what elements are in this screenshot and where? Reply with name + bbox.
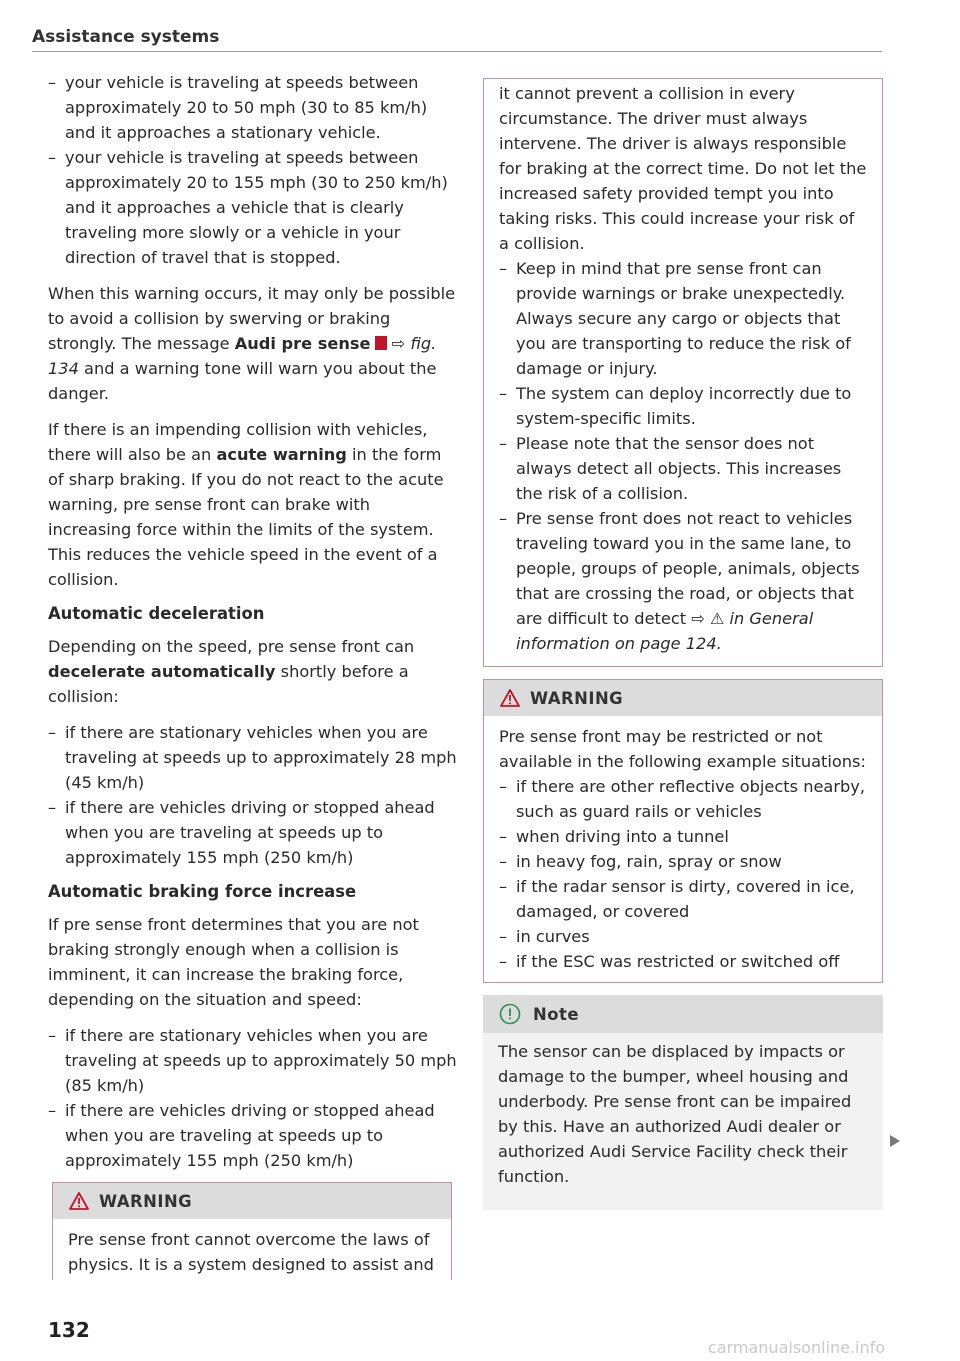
right-column — [483, 78, 883, 1210]
warning-body — [53, 1219, 451, 1285]
continued-arrow-icon — [890, 1135, 900, 1147]
note-box — [483, 995, 883, 1210]
list-item: – in heavy fog, rain, spray or snow — [499, 849, 867, 874]
warning-box-left — [52, 1182, 452, 1280]
warning-text: Pre sense front cannot overcome the laws of physics. It is a system designed to assist and — [68, 1230, 434, 1274]
message-name: Audi pre sense — [234, 334, 371, 353]
decelerate-term: decelerate automatically — [48, 662, 276, 681]
cross-reference: ⇨ ⚠ in General information on page 124. — [516, 609, 814, 653]
warning-body — [484, 716, 882, 982]
text: When this warning occurs, it may only be possible to avoid a collision by swerving or braking strongly. The message — [48, 284, 456, 353]
list-item: – if there are stationary vehicles when you are traveling at speeds up to approximately 28 mph (45 km/h) — [48, 720, 458, 795]
text: and a warning tone will warn you about the danger. — [48, 359, 437, 403]
list-item: – The system can deploy incorrectly due to system-specific limits. — [499, 381, 867, 431]
warning-intro: Pre sense front may be restricted or not available in the following example situations: — [499, 727, 866, 771]
warning-box-right — [483, 679, 883, 983]
list-item: – in curves — [499, 924, 867, 949]
page-header — [32, 24, 882, 52]
list-item: – if there are stationary vehicles when you are traveling at speeds up to approximately 50 mph (85 km/h) — [48, 1023, 458, 1098]
list-item: – if there are other reflective objects nearby, such as guard rails or vehicles — [499, 774, 867, 824]
note-text: The sensor can be displaced by impacts or damage to the bumper, wheel housing and underbody. Pre sense front can be impaired by this. Have an authorized Audi dealer or authorized Audi Service Facility check their function. — [498, 1042, 852, 1186]
text: Pre sense front does not react to vehicles traveling toward you in the same lane, to people, groups of people, animals, objects that are crossing the road, or objects that are difficult to detect — [516, 509, 860, 628]
text: shortly before a collision: — [48, 662, 409, 706]
list-item: – Please note that the sensor does not always detect all objects. This increases the risk of a collision. — [499, 431, 867, 506]
page-number: 132 — [48, 1318, 90, 1342]
text: in the form of sharp braking. If you do not react to the acute warning, pre sense front can brake with increasing force within the limits of the system. This reduces the vehicle speed in the event of a collision. — [48, 445, 444, 589]
section-title: Assistance systems — [32, 27, 220, 47]
heading-automatic-deceleration: Automatic deceleration — [48, 604, 265, 623]
continuation-text: it cannot prevent a collision in every circumstance. The driver must always intervene. The driver is always responsible for braking at the correct time. Do not let the increased safety provided tempt you into taking risks. This could increase your risk of a collision. — [499, 84, 867, 253]
list-item: – when driving into a tunnel — [499, 824, 867, 849]
watermark: carmanualsonline.info — [708, 1338, 886, 1357]
figure-reference: ⇨ fig. 134 — [48, 334, 437, 378]
text: If there is an impending collision with vehicles, there will also be an — [48, 420, 428, 464]
note-body — [483, 1033, 883, 1210]
list-item: – if there are vehicles driving or stopped ahead when you are traveling at speeds up to approximately 155 mph (250 km/h) — [48, 795, 458, 870]
warning-triangle-icon — [500, 689, 520, 707]
warning-title: WARNING — [530, 688, 624, 708]
list-item: – if the radar sensor is dirty, covered in ice, damaged, or covered — [499, 874, 867, 924]
paragraph-acute-warning — [48, 417, 458, 592]
info-circle-icon — [499, 1003, 521, 1025]
text: Depending on the speed, pre sense front can — [48, 637, 415, 656]
warning-title: WARNING — [99, 1191, 193, 1211]
list-item: – if the ESC was restricted or switched off — [499, 949, 867, 974]
paragraph-braking: If pre sense front determines that you are not braking strongly enough when a collision is imminent, it can increase the braking force, depending on the situation and speed: — [48, 915, 419, 1009]
warning-header — [484, 680, 882, 716]
paragraph-warning-message — [48, 281, 458, 406]
note-title: Note — [533, 1004, 579, 1024]
list-item: – your vehicle is traveling at speeds between approximately 20 to 155 mph (30 to 250 km/h) and it approaches a vehicle that is clearly traveling more slowly or a vehicle in your direction of travel that is stopped. — [48, 145, 458, 270]
paragraph-deceleration — [48, 634, 458, 709]
list-item: – if there are vehicles driving or stopped ahead when you are traveling at speeds up to approximately 155 mph (250 km/h) — [48, 1098, 458, 1173]
acute-warning-term: acute warning — [216, 445, 347, 464]
warning-continuation-box — [483, 78, 883, 667]
warning-header — [53, 1183, 451, 1219]
list-item — [499, 506, 867, 656]
warning-triangle-icon — [69, 1192, 89, 1210]
warning-indicator-icon — [375, 336, 387, 350]
heading-braking-force-increase: Automatic braking force increase — [48, 882, 357, 901]
list-item: – Keep in mind that pre sense front can provide warnings or brake unexpectedly. Always secure any cargo or objects that you are transporting to reduce the risk of damage or injury. — [499, 256, 867, 381]
left-column — [48, 70, 458, 1184]
list-item: – your vehicle is traveling at speeds between approximately 20 to 50 mph (30 to 85 km/h) and it approaches a stationary vehicle. — [48, 70, 458, 145]
note-header — [483, 995, 883, 1033]
